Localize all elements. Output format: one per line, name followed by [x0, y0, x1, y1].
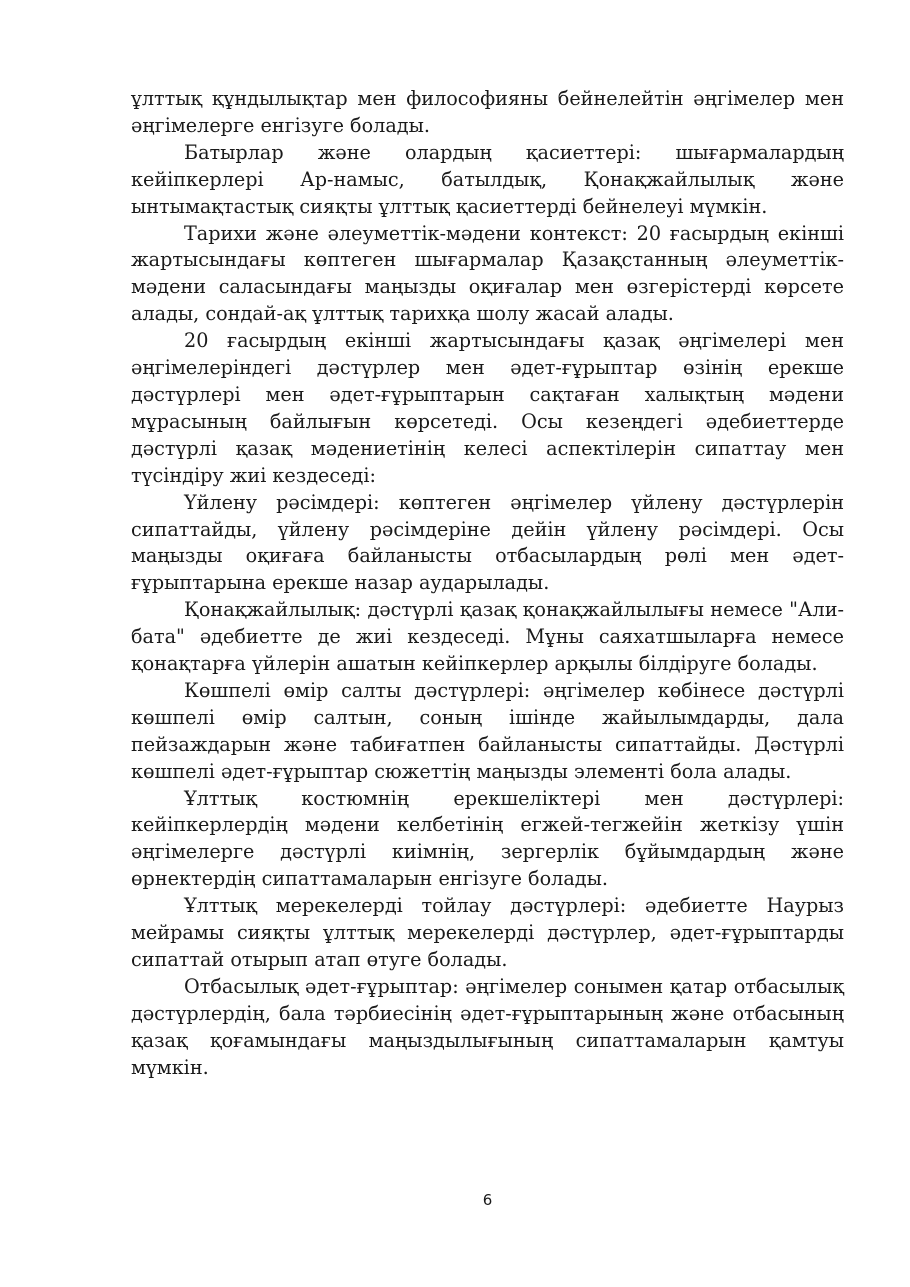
paragraph-historical-context: Тарихи және әлеуметтік-мәдени контекст: 20 ғасырдың екінші жартысындағы көптеген шығармалар Қазақстанның әлеуметтік-мәдени саласындағы маңызды оқиғалар мен өзгерістерді көрсете алады, сондай-ақ ұлттық тарихқа шолу жасай алады.: [131, 221, 844, 326]
paragraph-national-costume: Ұлттық костюмнің ерекшеліктері мен дәстүрлері: кейіпкерлердің мәдени келбетінің егжей-тегжейін жеткізу үшін әңгімелерге дәстүрлі киімнің, зергерлік бұйымдардың және өрнектердің сипаттамаларын енгізуге болады.: [131, 786, 844, 891]
paragraph-continued: ұлттық құндылықтар мен философияны бейнелейтін әңгімелер мен әңгімелерге енгізуге болады.: [131, 87, 844, 137]
body-text: [131, 86, 844, 1082]
paragraph-heroes: Батырлар және олардың қасиеттері: шығармалардың кейіпкерлері Ар-намыс, батылдық, Қонақжайлылық және ынтымақтастық сияқты ұлттық қасиеттерді бейнелеуі мүмкін.: [131, 140, 844, 218]
paragraph-family-customs: Отбасылық әдет-ғұрыптар: әңгімелер сонымен қатар отбасылық дәстүрлердің, бала тәрбиесінің әдет-ғұрыптарының және отбасының қазақ қоғамындағы маңыздылығының сипаттамаларын қамтуы мүмкін.: [131, 974, 844, 1079]
paragraph-wedding-rites: Үйлену рәсімдері: көптеген әңгімелер үйлену дәстүрлерін сипаттайды, үйлену рәсімдеріне дейін үйлену рәсімдері. Осы маңызды оқиғаға байланысты отбасылардың рөлі мен әдет-ғұрыптарына ерекше назар аударылады.: [131, 490, 844, 595]
page-number: 6: [482, 1191, 493, 1209]
paragraph-hospitality: Қонақжайлылық: дәстүрлі қазақ қонақжайлылығы немесе "Али-бата" әдебиетте де жиі кездеседі. Мұны саяхатшыларға немесе қонақтарға үйлерін ашатын кейіпкерлер арқылы білдіруге болады.: [131, 598, 844, 676]
paragraph-national-holidays: Ұлттық мерекелерді тойлау дәстүрлері: әдебиетте Наурыз мейрамы сияқты ұлттық мерекелерді дәстүрлер, әдет-ғұрыптарды сипаттай отырып атап өтуге болады.: [131, 894, 844, 971]
paragraph-traditions-intro: 20 ғасырдың екінші жартысындағы қазақ әңгімелері мен әңгімелеріндегі дәстүрлер мен әдет-ғұрыптар өзінің ерекше дәстүрлері мен әдет-ғұрыптарын сақтаған халықтың мәдени мұрасының байлығын көрсетеді. Осы кезеңдегі әдебиеттерде дәстүрлі қазақ мәдениетінің келесі аспектілерін сипаттау мен түсіндіру жиі кездеседі:: [131, 329, 844, 487]
paragraph-nomadic-life: Көшпелі өмір салты дәстүрлері: әңгімелер көбінесе дәстүрлі көшпелі өмір салтын, соның ішінде жайылымдарды, дала пейзаждарын және табиғатпен байланысты сипаттайды. Дәстүрлі көшпелі әдет-ғұрыптар сюжеттің маңызды элементі бола алады.: [131, 678, 844, 783]
